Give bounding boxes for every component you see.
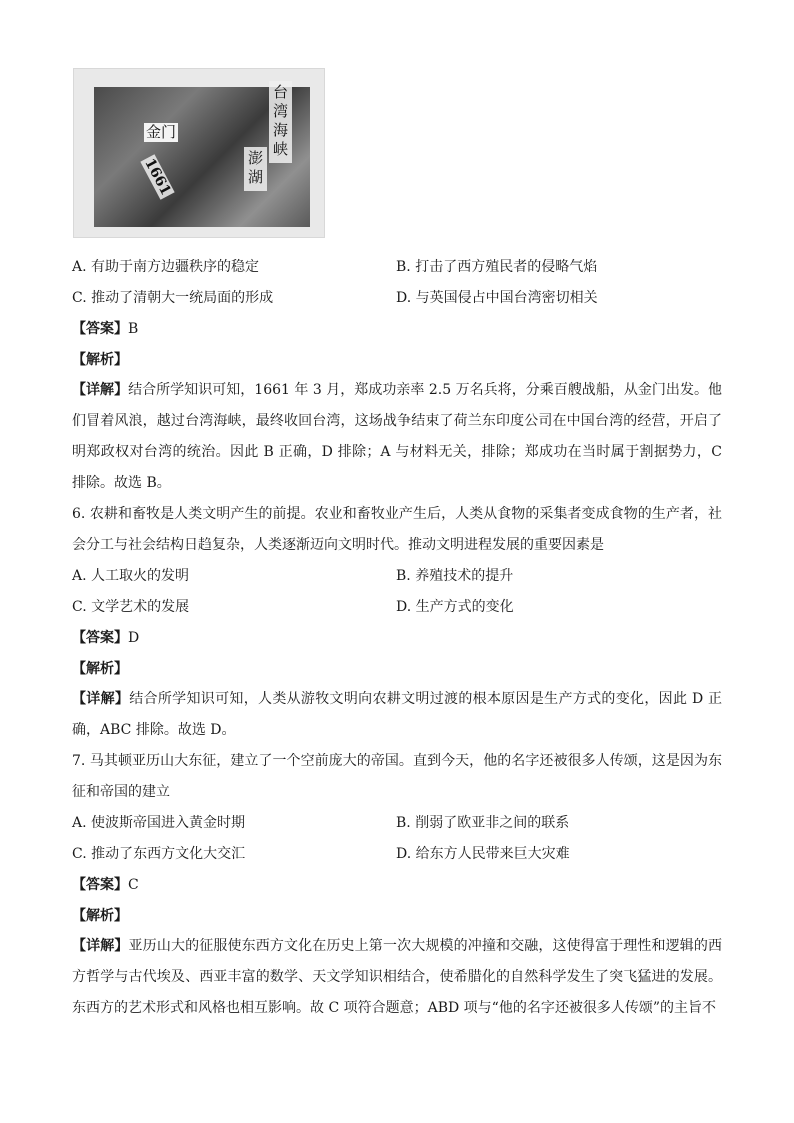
- detail-tag: 【详解】: [72, 382, 129, 398]
- label-taiwan-haixia: 台湾海峡: [269, 81, 292, 163]
- q5-option-d: D. 与英国侵占中国台湾密切相关: [396, 290, 598, 306]
- q6-option-a: A. 人工取火的发明: [72, 568, 190, 584]
- history-map-photo: [73, 68, 325, 238]
- q7-option-d: D. 给东方人民带来巨大灾难: [396, 846, 570, 862]
- detail-text: 结合所学知识可知，人类从游牧文明向农耕文明过渡的根本原因是生产方式的变化，因此 D 正确，ABC 排除。故选 D。: [72, 691, 722, 738]
- q5-analysis-tag: 【解析】: [72, 352, 128, 368]
- q7-question: 7. 马其顿亚历山大东征，建立了一个空前庞大的帝国。直到今天，他的名字还被很多人传颂，这是因为东征和帝国的建立: [72, 753, 722, 800]
- q7-option-c: C. 推动了东西方文化大交汇: [72, 846, 246, 862]
- q6-option-b: B. 养殖技术的提升: [396, 568, 514, 584]
- q6-question: 6. 农耕和畜牧是人类文明产生的前提。农业和畜牧业产生后，人类从食物的采集者变成食物的生产者，社会分工与社会结构日趋复杂，人类逐渐迈向文明时代。推动文明进程发展的重要因素是: [72, 506, 722, 553]
- answer-value: C: [128, 877, 139, 893]
- q7-option-a: A. 使波斯帝国进入黄金时期: [72, 815, 246, 831]
- q6-options: [72, 567, 722, 616]
- answer-tag: 【答案】: [72, 321, 128, 337]
- q7-detail: [72, 931, 722, 1024]
- answer-tag: 【答案】: [72, 877, 128, 893]
- detail-tag: 【详解】: [72, 691, 130, 707]
- q6-option-d: D. 生产方式的变化: [396, 599, 514, 615]
- document-page: [72, 68, 722, 1024]
- q7-options: [72, 814, 722, 863]
- q5-option-c: C. 推动了清朝大一统局面的形成: [72, 290, 274, 306]
- q5-option-a: A. 有助于南方边疆秩序的稳定: [72, 259, 260, 275]
- label-year: 1661: [141, 156, 174, 198]
- q5-options: [72, 258, 722, 307]
- q6-detail: [72, 684, 722, 746]
- q7-option-b: B. 削弱了欧亚非之间的联系: [396, 815, 570, 831]
- q7-analysis-tag: 【解析】: [72, 908, 128, 924]
- answer-tag: 【答案】: [72, 630, 128, 646]
- label-penghu: 澎湖: [244, 147, 267, 191]
- q6-answer: [72, 629, 722, 647]
- detail-tag: 【详解】: [72, 938, 129, 954]
- detail-text: 亚历山大的征服使东西方文化在历史上第一次大规模的冲撞和交融，这使得富于理性和逻辑的西方哲学与古代埃及、西亚丰富的数学、天文学知识相结合，使希腊化的自然科学发生了突飞猛进的发展。东西方的艺术形式和风格也相互影响。故 C 项符合题意；ABD 项与“他的名字还被很多人传颂”的主旨不: [72, 938, 723, 1016]
- q5-answer: [72, 320, 722, 338]
- q6-option-c: C. 文学艺术的发展: [72, 599, 190, 615]
- q5-option-b: B. 打击了西方殖民者的侵略气焰: [396, 259, 598, 275]
- q7-answer: [72, 876, 722, 894]
- q5-detail: [72, 375, 722, 499]
- q6-analysis-tag: 【解析】: [72, 661, 128, 677]
- label-jinmen: 金门: [146, 123, 177, 141]
- answer-value: B: [128, 321, 139, 337]
- detail-text: 结合所学知识可知，1661 年 3 月，郑成功亲率 2.5 万名兵将，分乘百艘战船，从金门出发。他们冒着风浪，越过台湾海峡，最终收回台湾，这场战争结束了荷兰东印度公司在中国台湾的经营，开启了明郑政权对台湾的统治。因此 B 正确，D 排除；A 与材料无关，排除；郑成功在当时属于割据势力，C 排除。故选 B。: [72, 382, 722, 491]
- answer-value: D: [128, 630, 140, 646]
